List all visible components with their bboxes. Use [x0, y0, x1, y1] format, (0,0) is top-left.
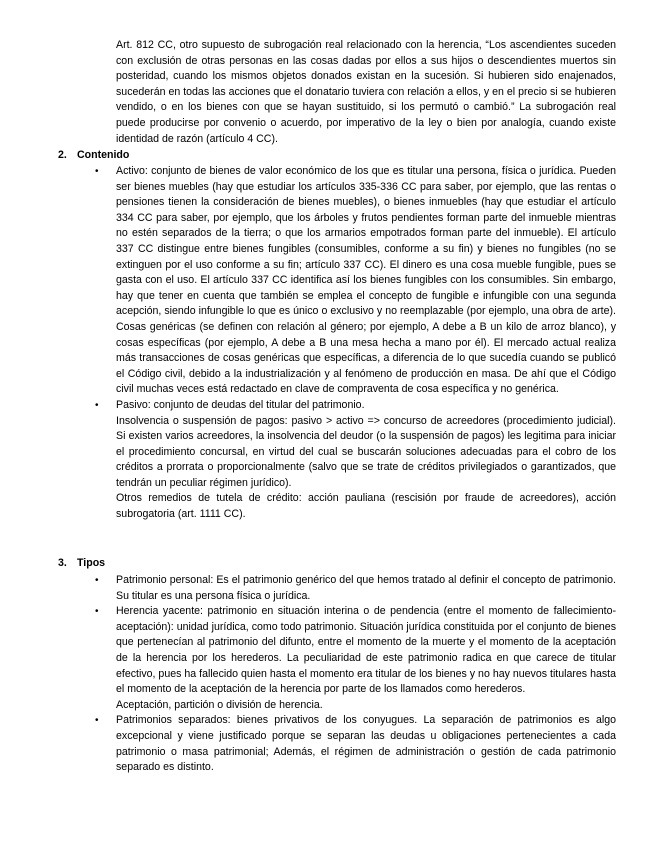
intro-paragraph: Art. 812 CC, otro supuesto de subrogación real relacionado con la herencia, “Los ascendientes suceden con exclusión de otras personas en las cosas dadas por ellos a sus hijos o descendientes muertos sin posteridad, cuando los mismos objetos donados existan en la sucesión. Si hubieren sido enajenados, sucederán en todas las acciones que el donatario tuviera con relación a ellos, y en el precio si se hubieren vendido, o en los bienes con que se hayan sustituido, si los permutó o cambió.” La subrogación real puede producirse por convenio o acuerdo, por imperativo de la ley o bien por analogía, cuando existe identidad de razón (artículo 4 CC). — [116, 39, 616, 145]
list-item-patrimonios-separados — [95, 713, 616, 775]
list-item-text: Pasivo: conjunto de deudas del titular del patrimonio. — [116, 398, 365, 411]
bullet-icon: • — [95, 606, 99, 618]
list-item-text: Patrimonios separados: bienes privativos de los conyugues. La separación de patrimonios es algo excepcional y viene justificado porque se separan las deudas u obligaciones pertenecientes a cada patrimonio o masa patrimonial; Además, el régimen de administración o gestión de cada patrimonio separado es distinto. — [116, 714, 616, 774]
list-item-text: Insolvencia o suspensión de pagos: pasivo > activo => concurso de acreedores (procedimiento judicial). Si existen varios acreedores, la insolvencia del deudor (o la suspensión de pagos) les legitima para iniciar el procedimiento concursal, en virtud del cual se buscarán soluciones adecuadas para el cobro de los créditos a prorrata o proporcionalmente (salvo que se trate de créditos privilegiados o garantizados, que tendrán un peculiar régimen jurídico). — [116, 414, 616, 489]
section-number: 2. — [58, 149, 67, 161]
list-item-text: Patrimonio personal: Es el patrimonio genérico del que hemos tratado al definir el concepto de patrimonio. Su titular es una persona física o jurídica. — [116, 574, 616, 602]
list-item-text: Otros remedios de tutela de crédito: acción pauliana (rescisión por fraude de acreedores), acción subrogatoria (art. 1111 CC). — [116, 492, 616, 521]
list-item-pasivo — [95, 398, 616, 523]
section-title: Tipos — [77, 557, 106, 569]
bullet-icon: • — [95, 575, 99, 586]
list-item-activo — [95, 164, 616, 398]
tipos-list — [95, 573, 616, 776]
bullet-icon: • — [95, 166, 99, 177]
list-item-text: Herencia yacente: patrimonio en situación interina o de pendencia (entre el momento de fallecimiento- aceptación): unidad jurídica, como todo patrimonio. Situación jurídica constituida por el conjunto de bienes que pertenecían al patrimonio del difunto, entre el momento de la muerte y el momento de la aceptación de la herencia por los herederos. La peculiaridad de este patrimonio radica en que carece de titular efectivo, pues ha fallecido quien hasta el momento era titular de los bienes y no hay nuevos titulares hasta el momento de la aceptación de la herencia por parte de los llamados como herederos. — [116, 605, 616, 696]
bullet-icon: • — [95, 715, 99, 727]
list-item-text: Aceptación, partición o división de herencia. — [116, 698, 323, 711]
bullet-icon: • — [95, 399, 99, 411]
list-item-patrimonio-personal — [95, 573, 616, 604]
section-heading-contenido — [58, 148, 129, 164]
section-number: 3. — [58, 557, 67, 569]
contenido-list — [95, 164, 616, 523]
list-item-herencia-yacente — [95, 604, 616, 713]
list-item-text: Activo: conjunto de bienes de valor económico de los que es titular una persona, física o jurídica. Pueden ser bienes muebles (hay que estudiar los artículos 335-336 CC para saber, por ejemplo, que las rentas o pensiones tienen la consideración de bienes muebles), o bienes inmuebles (hay que estudiar el artículo 334 CC para saber, por ejemplo, que los árboles y frutos pendientes forman parte del inmueble mientras no estén separados de la tierra; o que los armarios empotrados forman parte del inmueble). El artículo 337 CC distingue entre bienes fungibles (consumibles, conforme a su fin) y bienes no fungibles (no se extinguen por el uso conforme a su fin; artículo 337 CC). El dinero es una cosa mueble fungible, pues se gasta con el uso. El artículo 337 CC identifica así los bienes fungibles con los consumibles. Sin embargo, hay que tener en cuenta que también se emplea el concepto de fungible e infungible con una segunda acepción, siendo infungible lo que es único o exclusivo y no reemplazable (por ejemplo, una obra de arte). Cosas genéricas (se definen con relación al género; por ejemplo, A debe a B un kilo de arroz blanco), y cosas específicas (por ejemplo, A debe a B una mesa hecha a mano por él). El mercado actual realiza más transacciones de cosas genéricas que específicas, a diferencia de lo que sucedía cuando se publicó el Código civil, debido a la industrialización y al fenómeno de producción en masa. De ahí que el Código civil muchas veces está redactado en clave de compraventa de cosa específica y no genérica. — [116, 165, 616, 396]
section-title: Contenido — [77, 149, 130, 161]
section-heading-tipos — [58, 556, 105, 572]
